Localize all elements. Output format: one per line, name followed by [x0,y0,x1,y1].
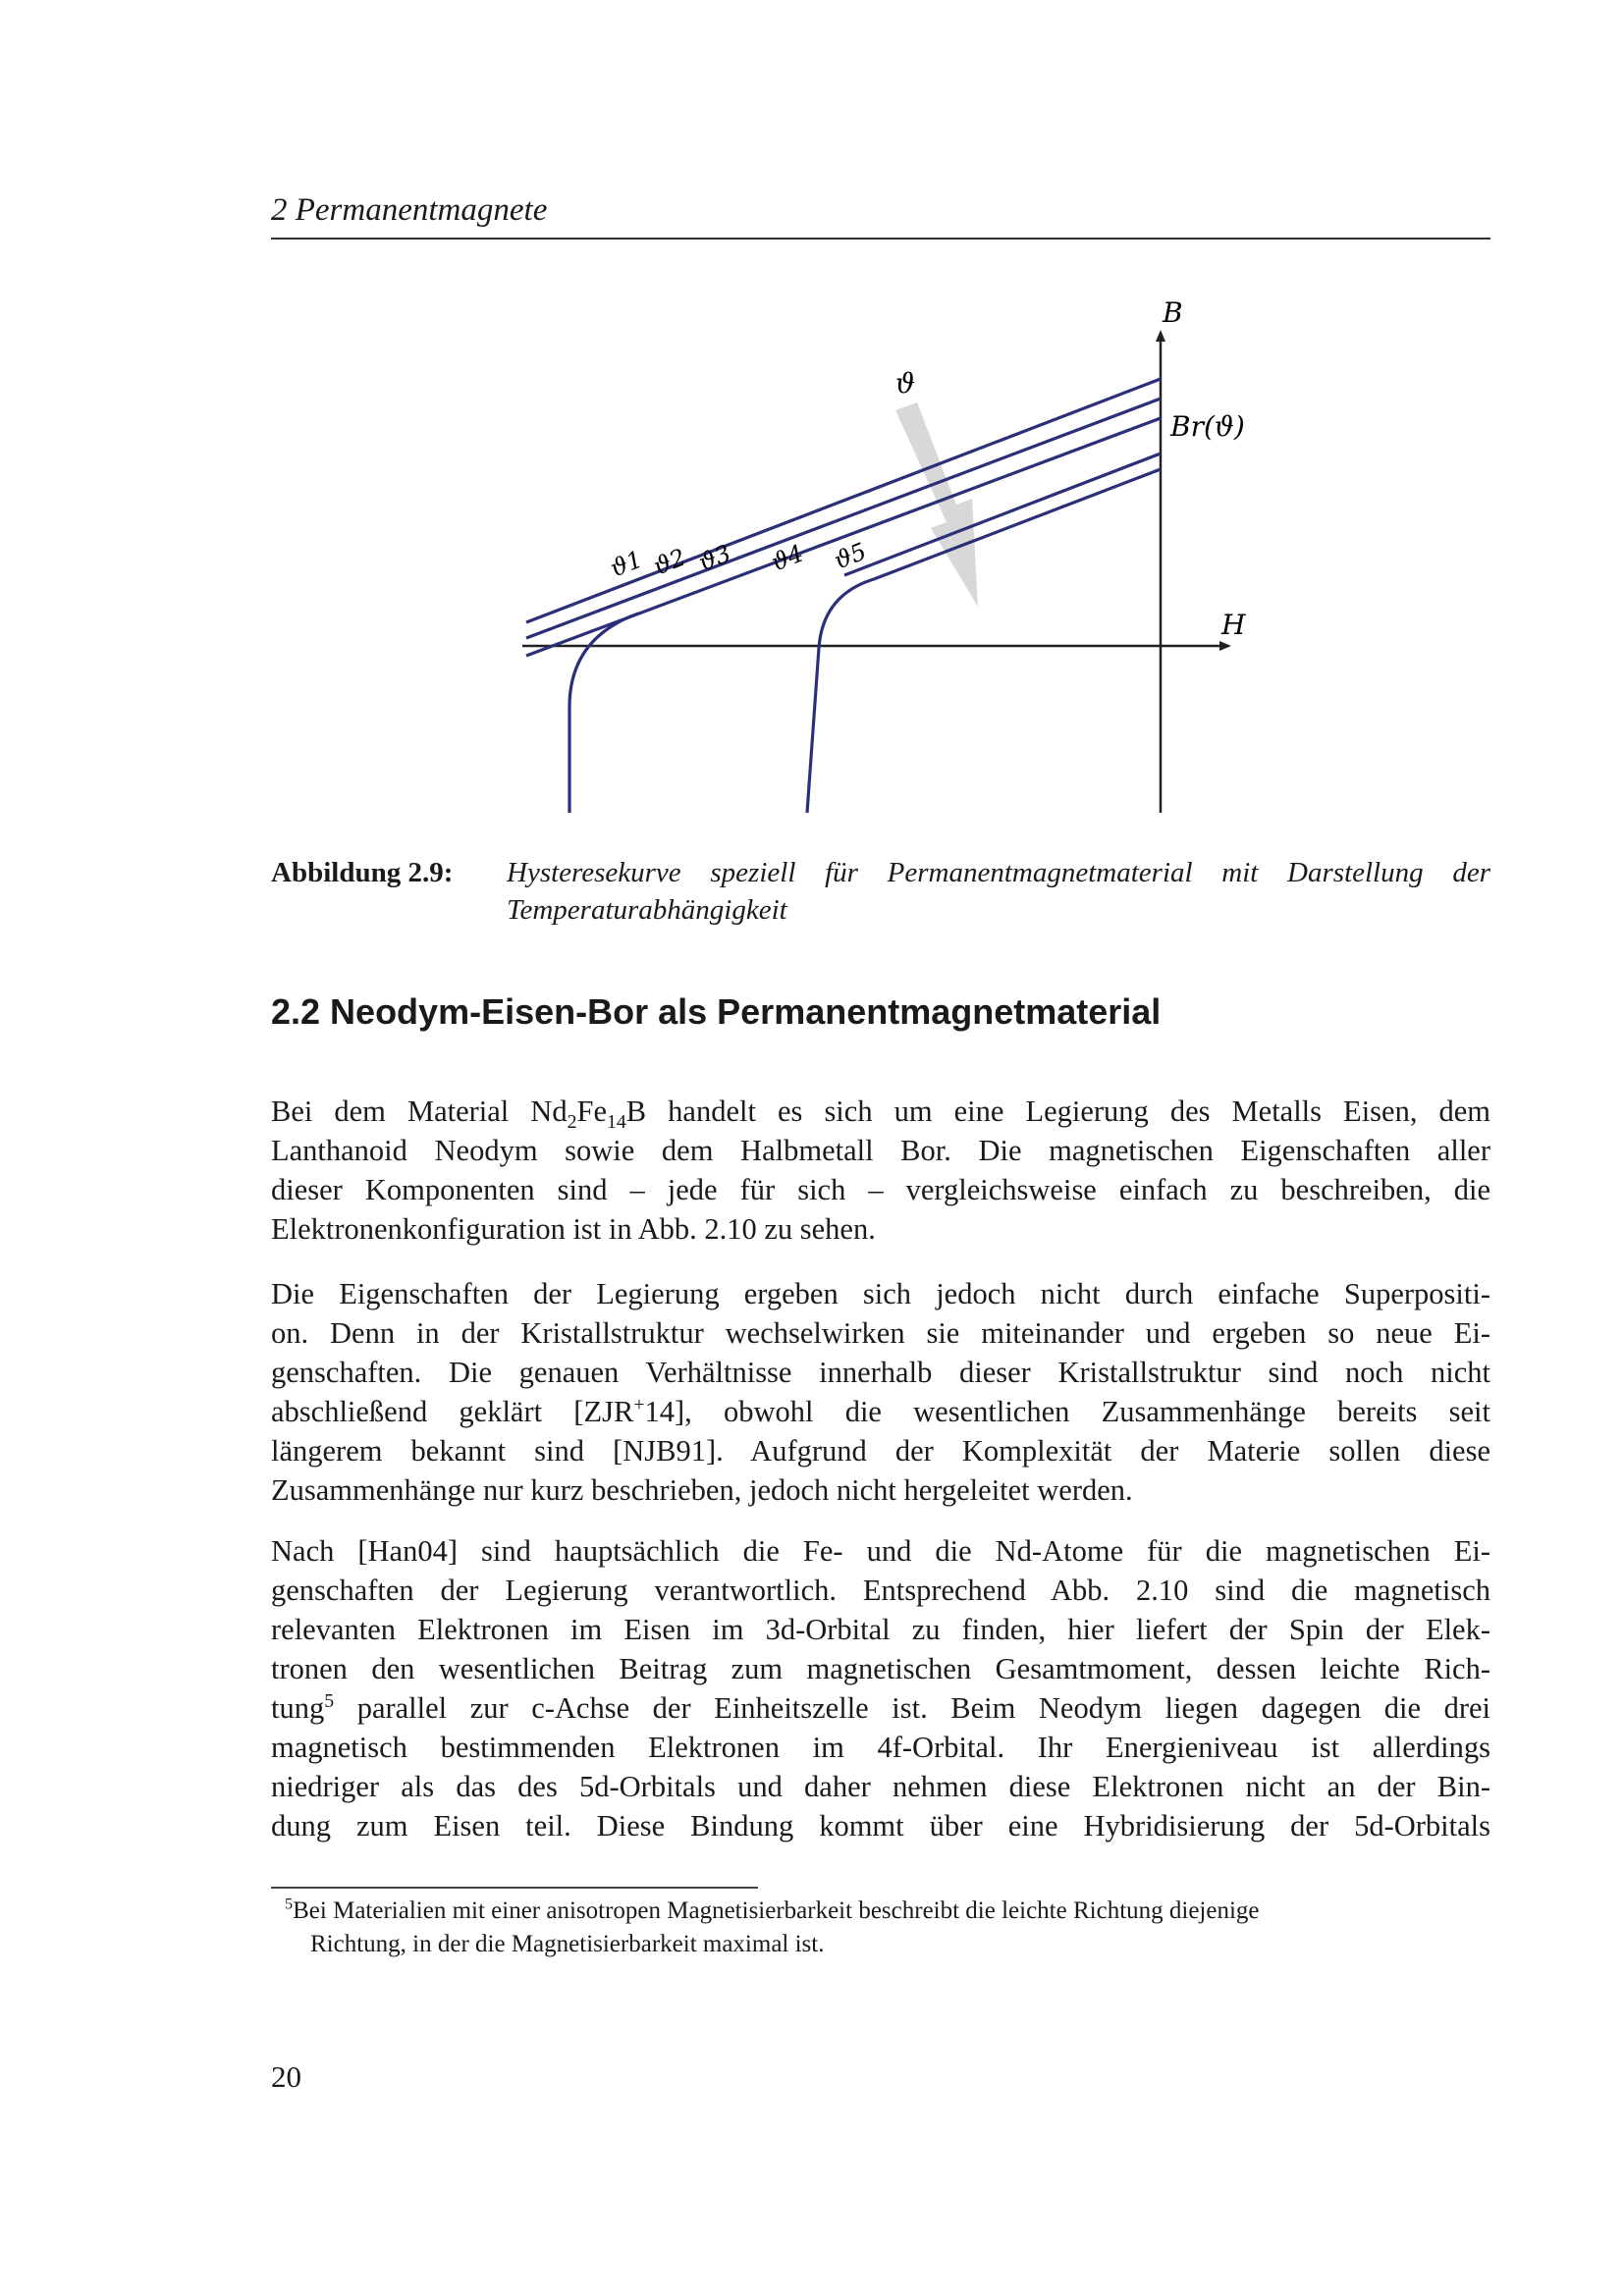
text-line: Lanthanoid Neodym sowie dem Halbmetall Bor. Die magnetischen Eigenschaften aller [271,1134,1490,1167]
running-head: 2 Permanentmagnete [271,192,548,228]
h-axis-arrowhead [1219,641,1231,651]
text-line: längerem bekannt sind [NJB91]. Aufgrund der Komplexität der Materie sollen diese [271,1434,1490,1468]
footnote-mark: 5 [285,1895,294,1913]
footnote-reference[interactable]: 5 [324,1689,335,1712]
section-title: 2.2 Neodym-Eisen-Bor als Permanentmagnetmaterial [271,991,1162,1032]
text-line: abschließend geklärt [ZJR+14], obwohl die wesentlichen Zusammenhänge bereits seit [271,1393,1490,1428]
caption-line: Hysteresekurve speziell für Permanentmagnetmaterial mit Darstellung der [507,857,1490,888]
b-axis-arrowhead [1156,330,1165,342]
header-rule [271,238,1490,240]
text-line: genschaften. Die genauen Verhältnisse innerhalb dieser Kristallstruktur sind noch nicht [271,1356,1490,1389]
caption-text [507,854,1490,929]
paragraph [271,1531,1490,1845]
paragraph [271,1274,1490,1510]
caption-line: Temperaturabhängigkeit [507,894,787,926]
temperature-arrow [895,402,978,607]
text-line: dieser Komponenten sind – jede für sich – vergleichsweise einfach zu beschreiben, die [271,1173,1490,1206]
text-line: magnetisch bestimmenden Elektronen im 4f-Orbital. Ihr Energieniveau ist allerdings [271,1731,1490,1764]
caption-label: Abbildung 2.9: [271,857,454,888]
text-line: Bei dem Material $Nd_2Fe_{14}B$ handelt es sich um eine Legierung des Metalls Eisen, dem [271,1095,1490,1134]
curve-label-theta2: ϑ2 [649,543,690,581]
curve-theta2 [526,399,1161,638]
curve-theta3-knee [569,614,638,813]
temperature-label: ϑ [895,367,916,400]
text-line: on. Denn in der Kristallstruktur wechselwirken sie miteinander und ergeben so neue Ei- [271,1316,1490,1350]
curve-label-theta4: ϑ4 [767,539,808,577]
text-line: relevanten Elektronen im Eisen im 3d-Orbital zu finden, hier liefert der Spin der Elek- [271,1613,1490,1646]
footnote-line: $^5$Bei Materialien mit einer anisotropen Magnetisierbarkeit beschreibt die leichte Richtung diejenige [285,1895,1260,1924]
text-line: Elektronenkonfiguration ist in Abb. 2.10 zu sehen. [271,1212,876,1246]
curve-theta1 [526,379,1161,622]
hysteresis-figure [511,294,1276,825]
remanence-label: Br(ϑ) [1170,410,1245,443]
footnote [271,1895,1490,1961]
text-line: genschaften der Legierung verantwortlich. Entsprechend Abb. 2.10 sind die magnetisch [271,1574,1490,1607]
text-line: Nach [Han04] sind hauptsächlich die Fe- und die Nd-Atome für die magnetischen Ei- [271,1534,1490,1568]
curve-label-theta1: ϑ1 [606,545,647,583]
text-line: Die Eigenschaften der Legierung ergeben sich jedoch nicht durch einfache Superpositi- [271,1277,1490,1310]
paragraph [271,1092,1490,1249]
text-line: niedriger als das des 5d-Orbitals und daher nehmen diese Elektronen nicht an der Bin- [271,1770,1490,1803]
footnote-line: Richtung, in der die Magnetisierbarkeit maximal ist. [310,1931,825,1957]
axis-b-label: B [1163,296,1183,329]
text-line: Zusammenhänge nur kurz beschrieben, jedoch nicht hergeleitet werden. [271,1473,1133,1507]
page-number: 20 [271,2059,301,2094]
curve-label-theta3: ϑ3 [694,539,735,577]
text-line: dung zum Eisen teil. Diese Bindung kommt über eine Hybridisierung der 5d-Orbitals [271,1809,1490,1842]
footnote-rule [271,1887,758,1889]
text-line: tung$^5$ parallel zur c-Achse der Einheitszelle ist. Beim Neodym liegen dagegen die drei [271,1689,1490,1725]
curve-label-theta5: ϑ5 [830,537,871,575]
curve-theta4 [844,454,1161,575]
axis-h-label: H [1221,609,1246,641]
text-line: tronen den wesentlichen Beitrag zum magnetischen Gesamtmoment, dessen leichte Rich- [271,1652,1490,1685]
